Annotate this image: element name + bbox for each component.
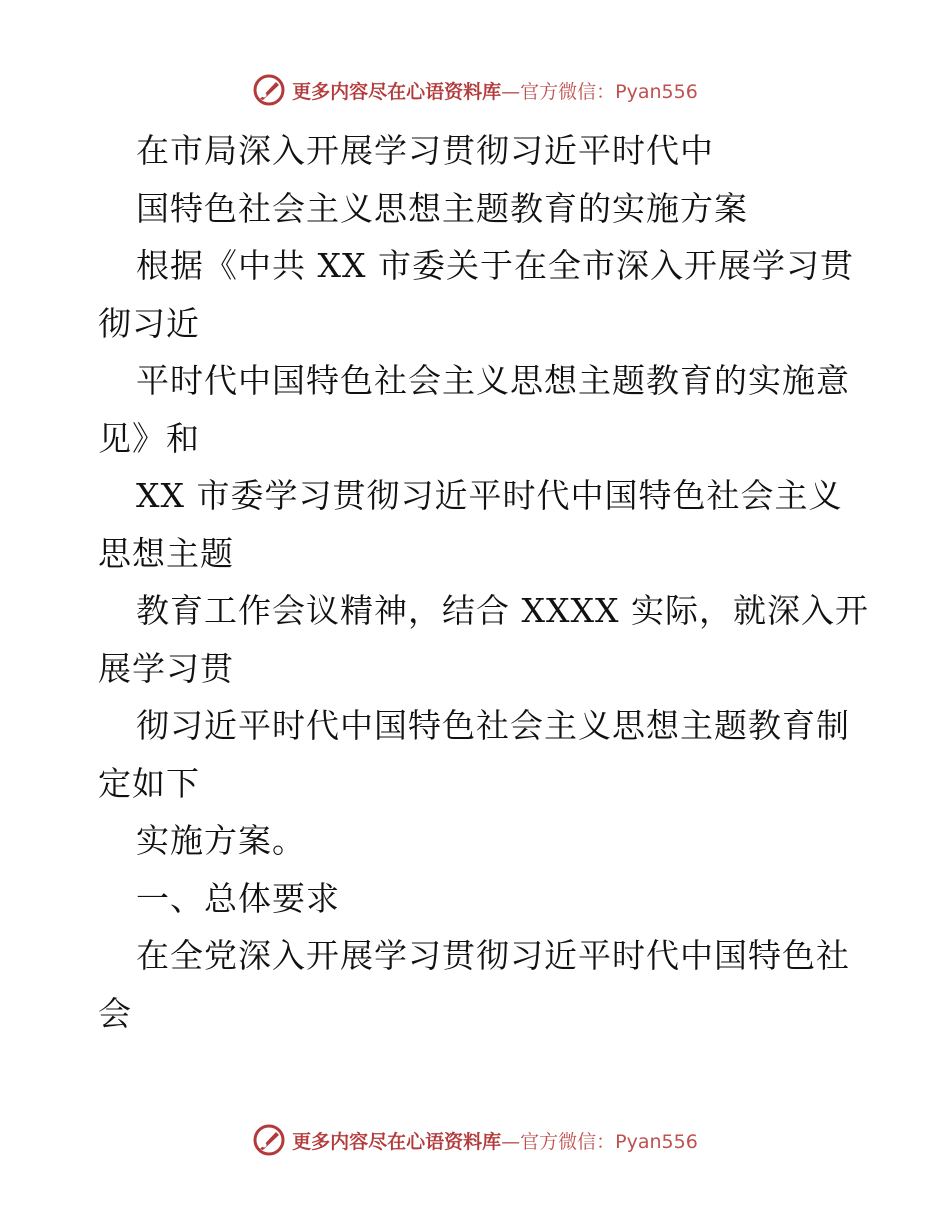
text-line: 见》和 [98, 418, 200, 458]
watermark-contact: —官方微信：Pyan556 [501, 80, 698, 103]
watermark-contact: —官方微信：Pyan556 [501, 1130, 698, 1153]
text-line: 彻习近平时代中国特色社会主义思想主题教育制 [136, 706, 850, 745]
text-line: 在全党深入开展学习贯彻习近平时代中国特色社 [136, 936, 850, 975]
text-line: 教育工作会议精神，结合 XXXX 实际，就深入开 [136, 591, 869, 630]
text-line: 定如下 [98, 763, 200, 803]
text-line: 一、总体要求 [136, 878, 340, 918]
watermark-title: 更多内容尽在心语资料库 [292, 1130, 502, 1153]
quill-logo-icon [252, 1123, 286, 1157]
text-line: 平时代中国特色社会主义思想主题教育的实施意 [136, 361, 850, 400]
header-watermark [0, 72, 950, 108]
text-line: 会 [98, 993, 132, 1033]
quill-logo-icon [252, 73, 286, 107]
footer-watermark [0, 1122, 950, 1158]
text-line: 展学习贯 [98, 648, 234, 688]
text-line: 根据《中共 XX 市委关于在全市深入开展学习贯 [136, 246, 854, 285]
text-line: 思想主题 [98, 533, 234, 573]
text-line: 实施方案。 [136, 821, 306, 860]
watermark-title: 更多内容尽在心语资料库 [292, 80, 502, 103]
text-line: 在市局深入开展学习贯彻习近平时代中 [136, 131, 714, 170]
document-body [98, 122, 869, 1042]
text-line: 国特色社会主义思想主题教育的实施方案 [136, 188, 748, 228]
text-line: XX 市委学习贯彻习近平时代中国特色社会主义 [136, 476, 843, 515]
text-line: 彻习近 [98, 303, 200, 343]
